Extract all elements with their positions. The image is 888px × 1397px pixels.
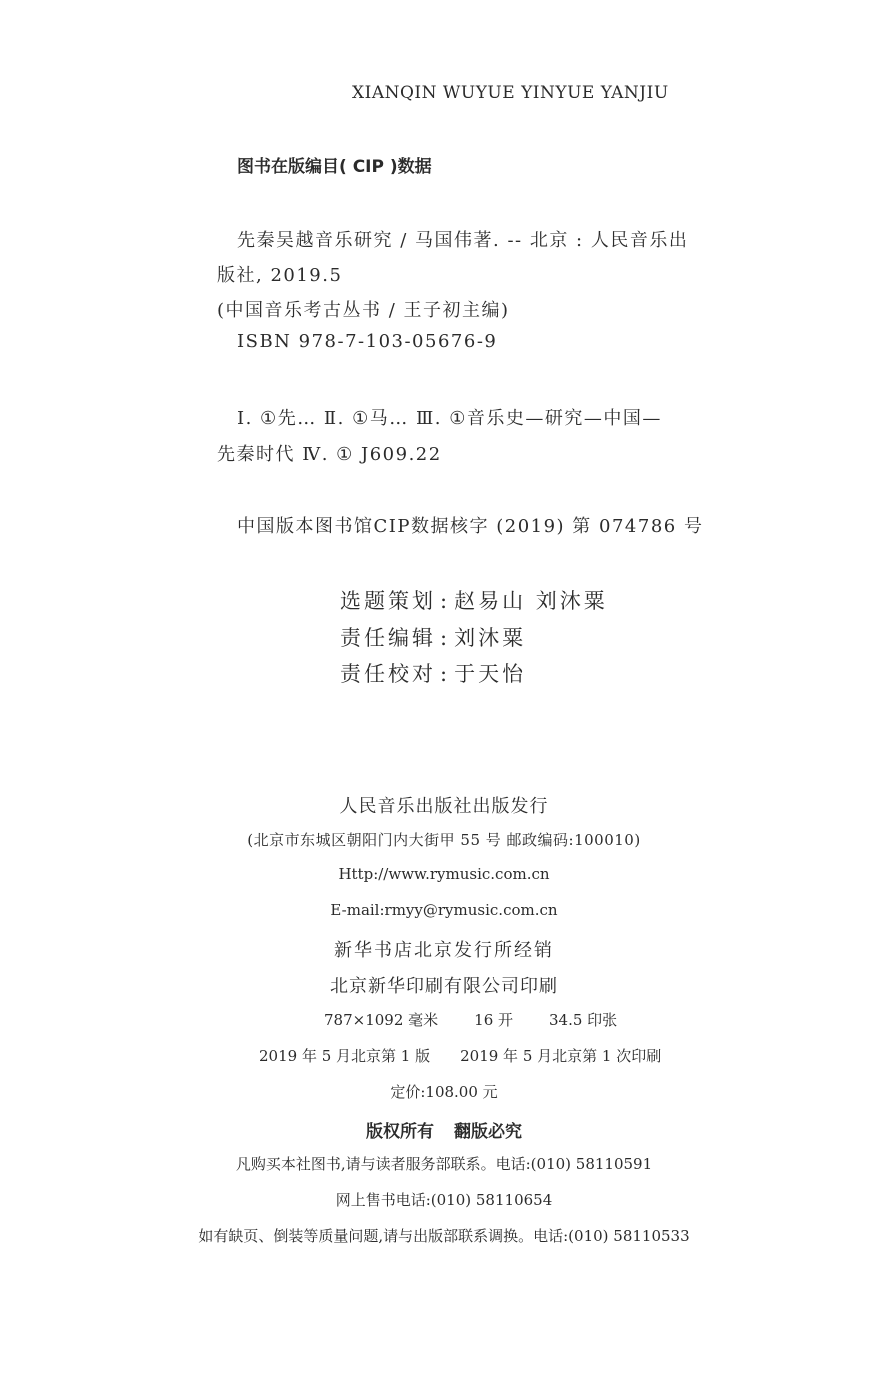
format-sheets: 34.5 印张 [549, 1011, 618, 1029]
cip-record-line: 版社, 2019.5 [217, 265, 343, 286]
reader-service-contact: 凡购买本社图书,请与读者服务部联系。电话:(010) 58110591 [235, 1155, 653, 1173]
cip-isbn: ISBN 978-7-103-05676-9 [237, 331, 498, 352]
cip-subject-line: Ⅰ. ①先… Ⅱ. ①马… Ⅲ. ①音乐史—研究—中国— [237, 408, 662, 429]
cip-approval-number: 中国版本图书馆CIP数据核字 (2019) 第 074786 号 [237, 516, 704, 537]
staff-label: 责任校对 [340, 662, 436, 686]
quality-issue-contact: 如有缺页、倒装等质量问题,请与出版部联系调换。电话:(010) 58110533 [198, 1227, 690, 1245]
edition-info: 2019 年 5 月北京第 1 版 [259, 1047, 431, 1065]
pinyin-title: XIANQIN WUYUE YINYUE YANJIU [352, 83, 669, 103]
printing-info: 2019 年 5 月北京第 1 次印刷 [460, 1047, 662, 1065]
edition-line [259, 1045, 691, 1066]
publisher-name: 人民音乐出版社出版发行 [339, 796, 549, 817]
staff-row-editor [340, 622, 526, 652]
format-folio: 16 开 [474, 1011, 514, 1029]
cip-record-line: 先秦吴越音乐研究 / 马国伟著. -- 北京 : 人民音乐出 [237, 230, 689, 251]
staff-value: 赵易山 刘沐粟 [454, 589, 608, 613]
staff-label: 责任编辑 [340, 626, 436, 650]
publisher-address: (北京市东城区朝阳门内大街甲 55 号 邮政编码:100010) [247, 831, 641, 849]
cip-heading: 图书在版编目( CIP )数据 [237, 157, 432, 177]
staff-separator: : [440, 626, 451, 650]
copyright-part: 翻版必究 [454, 1122, 522, 1142]
distributor: 新华书店北京发行所经销 [334, 940, 554, 961]
staff-separator: : [440, 589, 451, 613]
book-format-line [324, 1009, 653, 1030]
publisher-website: Http://www.rymusic.com.cn [338, 865, 550, 883]
publisher-email: E-mail:rmyy@rymusic.com.cn [330, 901, 558, 919]
staff-value: 刘沐粟 [454, 626, 527, 650]
staff-label: 选题策划 [340, 589, 436, 613]
copyright-notice [0, 1117, 888, 1142]
format-size: 787×1092 毫米 [324, 1011, 439, 1029]
price: 定价:108.00 元 [390, 1083, 498, 1101]
staff-row-proofreader [340, 658, 526, 688]
online-sales-contact: 网上售书电话:(010) 58110654 [335, 1191, 553, 1209]
printer: 北京新华印刷有限公司印刷 [330, 976, 558, 997]
staff-row-planning [340, 585, 608, 615]
staff-value: 于天怡 [454, 662, 527, 686]
staff-separator: : [440, 662, 451, 686]
cip-series-line: (中国音乐考古丛书 / 王子初主编) [217, 300, 510, 321]
cip-subject-line: 先秦时代 Ⅳ. ① J609.22 [217, 444, 442, 465]
copyright-part: 版权所有 [366, 1122, 434, 1142]
